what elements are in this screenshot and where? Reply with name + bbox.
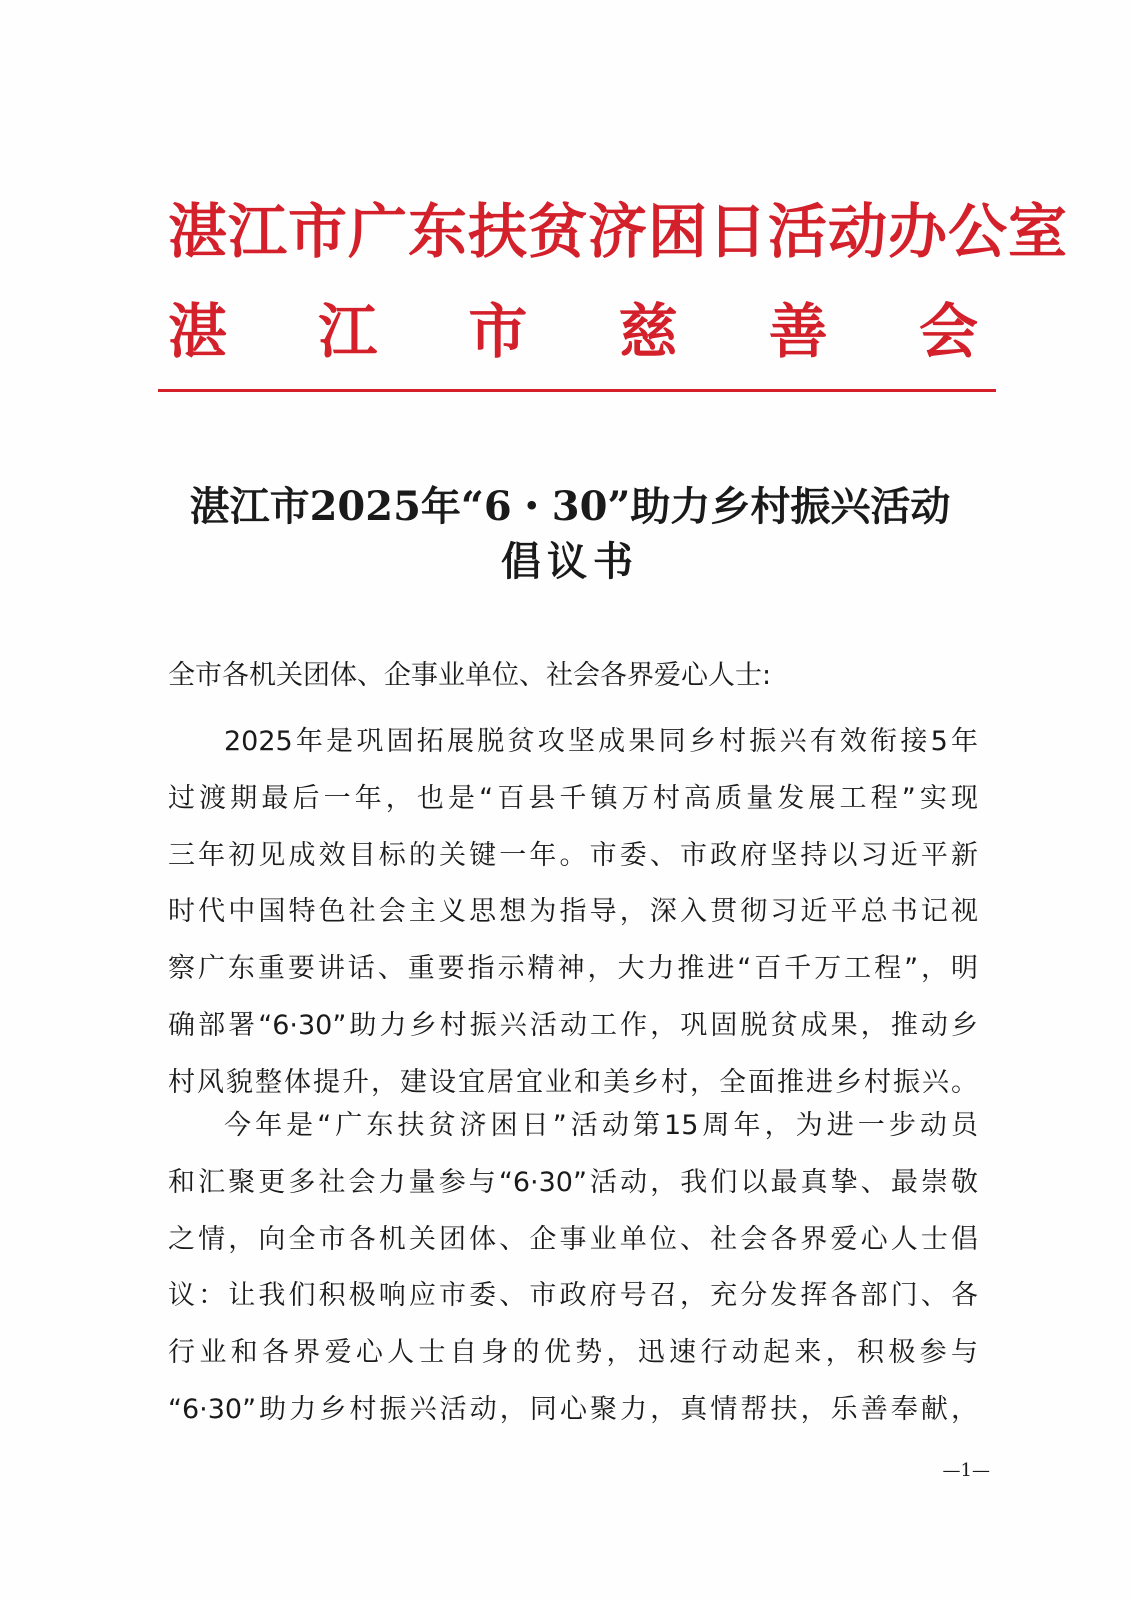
paragraph-1 <box>168 714 978 1112</box>
paragraph-line: 三年初见成效目标的关键一年。市委、市政府坚持以习近平新 <box>168 839 978 871</box>
letterhead-line-1: 湛江市广东扶贫济困日活动办公室 <box>168 197 1069 266</box>
page-number: —1— <box>942 1460 990 1481</box>
paragraph-line: 行业和各界爱心人士自身的优势，迅速行动起来，积极参与 <box>168 1337 978 1369</box>
paragraph-line: 村风貌整体提升，建设宜居宜业和美乡村，全面推进乡村振兴。 <box>168 1066 978 1098</box>
document-title-line-1: 湛江市2025年“6・30”助力乡村振兴活动 <box>189 483 951 530</box>
paragraph-line: 议：让我们积极响应市委、市政府号召，充分发挥各部门、各 <box>168 1280 978 1312</box>
paragraph-line: 过渡期最后一年，也是“百县千镇万村高质量发展工程”实现 <box>168 782 978 814</box>
paragraph-line: 今年是“广东扶贫济困日”活动第15周年，为进一步动员 <box>224 1110 978 1141</box>
document-title-line-2: 倡议书 <box>501 538 639 585</box>
paragraph-line: 2025年是巩固拓展脱贫攻坚成果同乡村振兴有效衔接5年 <box>224 726 978 757</box>
paragraph-line: 之情，向全市各机关团体、企事业单位、社会各界爱心人士倡 <box>168 1223 978 1255</box>
paragraph-line: 和汇聚更多社会力量参与“6·30”活动，我们以最真挚、最崇敬 <box>168 1166 978 1198</box>
paragraph-line: “6·30”助力乡村振兴活动，同心聚力，真情帮扶，乐善奉献， <box>168 1393 978 1425</box>
paragraph-line: 察广东重要讲话、重要指示精神，大力推进“百千万工程”，明 <box>168 953 978 985</box>
paragraph-line: 确部署“6·30”助力乡村振兴活动工作，巩固脱贫成果，推动乡 <box>168 1009 978 1041</box>
letterhead-line-2: 湛 江 市 慈 善 会 <box>168 297 978 366</box>
salutation: 全市各机关团体、企事业单位、社会各界爱心人士: <box>168 660 772 691</box>
paragraph-2 <box>168 1098 978 1439</box>
letterhead-red-rule <box>158 389 996 392</box>
paragraph-line: 时代中国特色社会主义思想为指导，深入贯彻习近平总书记视 <box>168 896 978 928</box>
